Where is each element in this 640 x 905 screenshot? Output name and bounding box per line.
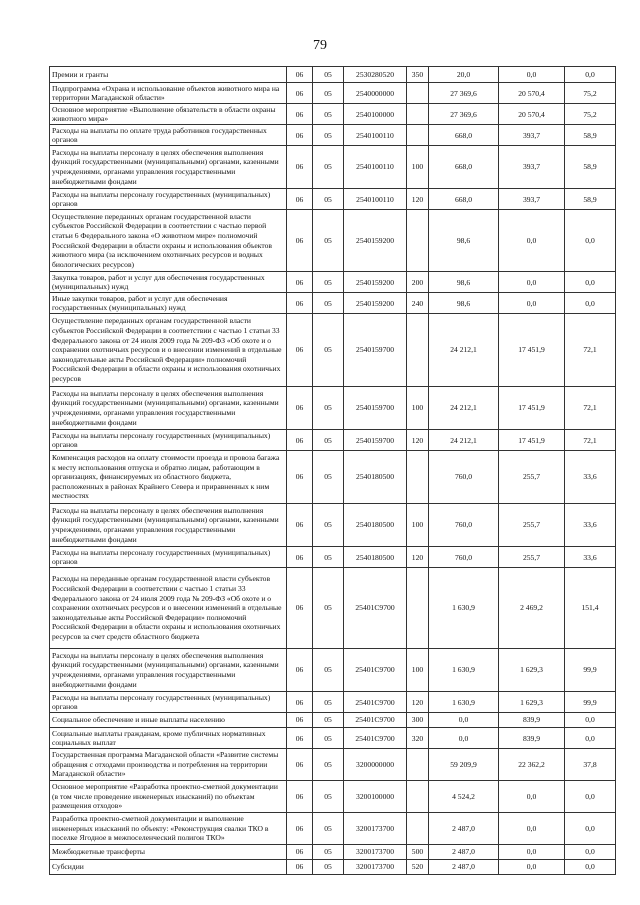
item-name: Расходы на выплаты по оплате труда работников государственных органов: [50, 125, 287, 146]
subsection-code: 05: [313, 146, 344, 189]
expense-type-code: 240: [407, 293, 429, 314]
chapter-code: 06: [287, 813, 313, 845]
table-row: [50, 813, 616, 845]
target-article-code: 3200173700: [344, 845, 407, 860]
expense-type-code: [407, 451, 429, 504]
subsection-code: 05: [313, 293, 344, 314]
page-number: 79: [313, 38, 327, 53]
executed-amount: 255,7: [499, 547, 565, 568]
chapter-code: 06: [287, 547, 313, 568]
target-article-code: 2540180500: [344, 504, 407, 547]
executed-amount: 0,0: [499, 67, 565, 83]
planned-amount: 760,0: [429, 547, 499, 568]
executed-amount: 17 451,9: [499, 387, 565, 430]
chapter-code: 06: [287, 314, 313, 387]
expense-type-code: 300: [407, 713, 429, 728]
executed-amount: 20 570,4: [499, 83, 565, 104]
planned-amount: 760,0: [429, 504, 499, 547]
subsection-code: 05: [313, 860, 344, 875]
item-name: Расходы на выплаты персоналу в целях обеспечения выполнения функций государственными (муниципальными) органами, казенными учреждениями, органами управления государственными внебюджетными фондами: [50, 504, 287, 547]
item-name: Расходы на выплаты персоналу в целях обеспечения выполнения функций государственными (муниципальными) органами, казенными учреждениями, органами управления государственными внебюджетными фондами: [50, 649, 287, 692]
execution-percent: 72,1: [565, 387, 616, 430]
table-row: [50, 451, 616, 504]
execution-percent: 99,9: [565, 649, 616, 692]
item-name: Основное мероприятие «Разработка проектно-сметной документации (в том числе проведение инженерных изысканий) по объектам размещения отходов»: [50, 781, 287, 813]
planned-amount: 668,0: [429, 125, 499, 146]
subsection-code: 05: [313, 125, 344, 146]
table-row: [50, 387, 616, 430]
planned-amount: 27 369,6: [429, 104, 499, 125]
planned-amount: 4 524,2: [429, 781, 499, 813]
table-row: [50, 125, 616, 146]
subsection-code: 05: [313, 728, 344, 749]
expense-type-code: [407, 314, 429, 387]
target-article-code: 2540159200: [344, 210, 407, 272]
table-row: [50, 781, 616, 813]
chapter-code: 06: [287, 845, 313, 860]
item-name: Расходы на выплаты персоналу в целях обеспечения выполнения функций государственными (муниципальными) органами, казенными учреждениями, органами управления государственными внебюджетными фондами: [50, 387, 287, 430]
chapter-code: 06: [287, 781, 313, 813]
planned-amount: 760,0: [429, 451, 499, 504]
execution-percent: 58,9: [565, 125, 616, 146]
table-row: [50, 104, 616, 125]
planned-amount: 98,6: [429, 210, 499, 272]
execution-percent: 0,0: [565, 813, 616, 845]
target-article-code: 25401C9700: [344, 568, 407, 649]
table-row: [50, 272, 616, 293]
item-name: Иные закупки товаров, работ и услуг для обеспечения государственных (муниципальных) нужд: [50, 293, 287, 314]
executed-amount: 1 629,3: [499, 649, 565, 692]
execution-percent: 0,0: [565, 713, 616, 728]
chapter-code: 06: [287, 189, 313, 210]
expense-type-code: [407, 813, 429, 845]
subsection-code: 05: [313, 781, 344, 813]
chapter-code: 06: [287, 860, 313, 875]
item-name: Премии и гранты: [50, 67, 287, 83]
item-name: Социальные выплаты гражданам, кроме публичных нормативных социальных выплат: [50, 728, 287, 749]
execution-percent: 0,0: [565, 845, 616, 860]
table-row: [50, 547, 616, 568]
planned-amount: 98,6: [429, 272, 499, 293]
subsection-code: 05: [313, 67, 344, 83]
planned-amount: 2 487,0: [429, 845, 499, 860]
expense-type-code: 200: [407, 272, 429, 293]
executed-amount: 0,0: [499, 813, 565, 845]
executed-amount: 17 451,9: [499, 430, 565, 451]
subsection-code: 05: [313, 430, 344, 451]
executed-amount: 393,7: [499, 189, 565, 210]
table-row: [50, 293, 616, 314]
table-row: [50, 713, 616, 728]
subsection-code: 05: [313, 547, 344, 568]
expense-type-code: 100: [407, 146, 429, 189]
target-article-code: 2540180500: [344, 451, 407, 504]
execution-percent: 0,0: [565, 67, 616, 83]
target-article-code: 2540100000: [344, 104, 407, 125]
item-name: Расходы на выплаты персоналу государственных (муниципальных) органов: [50, 189, 287, 210]
table-row: [50, 210, 616, 272]
expense-type-code: 120: [407, 547, 429, 568]
execution-percent: 0,0: [565, 781, 616, 813]
table-row: [50, 860, 616, 875]
expense-type-code: [407, 781, 429, 813]
executed-amount: 393,7: [499, 146, 565, 189]
expense-type-code: [407, 749, 429, 781]
expense-type-code: [407, 125, 429, 146]
planned-amount: 27 369,6: [429, 83, 499, 104]
item-name: Осуществление переданных органам государственной власти субъектов Российской Федерации в соответствии с частью первой статьи 6 Федерального закона «О животном мире» полномочий Российской Федерации в области охраны и использования объектов животного мира (за исключением охотничьих ресурсов и водных биологических ресурсов): [50, 210, 287, 272]
item-name: Расходы на выплаты персоналу государственных (муниципальных) органов: [50, 547, 287, 568]
target-article-code: 2540100110: [344, 125, 407, 146]
chapter-code: 06: [287, 125, 313, 146]
subsection-code: 05: [313, 451, 344, 504]
planned-amount: 98,6: [429, 293, 499, 314]
planned-amount: 0,0: [429, 713, 499, 728]
table-row: [50, 504, 616, 547]
subsection-code: 05: [313, 210, 344, 272]
executed-amount: 0,0: [499, 860, 565, 875]
execution-percent: 0,0: [565, 860, 616, 875]
budget-table: [49, 66, 616, 875]
planned-amount: 2 487,0: [429, 860, 499, 875]
executed-amount: 0,0: [499, 272, 565, 293]
expense-type-code: 350: [407, 67, 429, 83]
executed-amount: 2 469,2: [499, 568, 565, 649]
chapter-code: 06: [287, 67, 313, 83]
execution-percent: 33,6: [565, 547, 616, 568]
execution-percent: 58,9: [565, 189, 616, 210]
chapter-code: 06: [287, 293, 313, 314]
target-article-code: 3200000000: [344, 749, 407, 781]
expense-type-code: [407, 83, 429, 104]
expense-type-code: 320: [407, 728, 429, 749]
planned-amount: 24 212,1: [429, 387, 499, 430]
item-name: Закупка товаров, работ и услуг для обеспечения государственных (муниципальных) нужд: [50, 272, 287, 293]
execution-percent: 37,8: [565, 749, 616, 781]
target-article-code: 3200173700: [344, 860, 407, 875]
subsection-code: 05: [313, 272, 344, 293]
table-row: [50, 568, 616, 649]
table-row: [50, 83, 616, 104]
item-name: Расходы на выплаты персоналу государственных (муниципальных) органов: [50, 692, 287, 713]
subsection-code: 05: [313, 314, 344, 387]
chapter-code: 06: [287, 713, 313, 728]
target-article-code: 2540159200: [344, 293, 407, 314]
subsection-code: 05: [313, 504, 344, 547]
chapter-code: 06: [287, 728, 313, 749]
executed-amount: 1 629,3: [499, 692, 565, 713]
subsection-code: 05: [313, 692, 344, 713]
expense-type-code: [407, 568, 429, 649]
subsection-code: 05: [313, 649, 344, 692]
expense-type-code: 520: [407, 860, 429, 875]
planned-amount: 20,0: [429, 67, 499, 83]
expense-type-code: 100: [407, 387, 429, 430]
target-article-code: 2530280520: [344, 67, 407, 83]
table-row: [50, 314, 616, 387]
target-article-code: 25401C9700: [344, 713, 407, 728]
item-name: Субсидии: [50, 860, 287, 875]
target-article-code: 2540159700: [344, 314, 407, 387]
execution-percent: 0,0: [565, 272, 616, 293]
target-article-code: 2540000000: [344, 83, 407, 104]
chapter-code: 06: [287, 451, 313, 504]
subsection-code: 05: [313, 104, 344, 125]
execution-percent: 99,9: [565, 692, 616, 713]
target-article-code: 2540100110: [344, 146, 407, 189]
expense-type-code: [407, 210, 429, 272]
planned-amount: 24 212,1: [429, 430, 499, 451]
execution-percent: 33,6: [565, 451, 616, 504]
execution-percent: 58,9: [565, 146, 616, 189]
execution-percent: 75,2: [565, 104, 616, 125]
chapter-code: 06: [287, 146, 313, 189]
expense-type-code: 100: [407, 649, 429, 692]
executed-amount: 255,7: [499, 504, 565, 547]
chapter-code: 06: [287, 504, 313, 547]
table-row: [50, 189, 616, 210]
table-row: [50, 67, 616, 83]
expense-type-code: [407, 104, 429, 125]
executed-amount: 0,0: [499, 845, 565, 860]
expense-type-code: 120: [407, 189, 429, 210]
planned-amount: 1 630,9: [429, 568, 499, 649]
budget-table-body: [50, 67, 616, 875]
chapter-code: 06: [287, 272, 313, 293]
chapter-code: 06: [287, 210, 313, 272]
execution-percent: 75,2: [565, 83, 616, 104]
executed-amount: 0,0: [499, 781, 565, 813]
table-row: [50, 845, 616, 860]
subsection-code: 05: [313, 568, 344, 649]
expense-type-code: 120: [407, 430, 429, 451]
target-article-code: 25401C9700: [344, 692, 407, 713]
item-name: Разработка проектно-сметной документации и выполнение инженерных изысканий по объекту: «Реконструкция свалки ТКО в поселке Ягодное в межпоселенческий полигон ТКО»: [50, 813, 287, 845]
planned-amount: 59 209,9: [429, 749, 499, 781]
execution-percent: 0,0: [565, 293, 616, 314]
planned-amount: 2 487,0: [429, 813, 499, 845]
executed-amount: 393,7: [499, 125, 565, 146]
item-name: Подпрограмма «Охрана и использование объектов животного мира на территории Магаданской области»: [50, 83, 287, 104]
expense-type-code: 500: [407, 845, 429, 860]
subsection-code: 05: [313, 749, 344, 781]
executed-amount: 839,9: [499, 713, 565, 728]
executed-amount: 0,0: [499, 210, 565, 272]
planned-amount: 668,0: [429, 146, 499, 189]
chapter-code: 06: [287, 568, 313, 649]
item-name: Расходы на выплаты персоналу государственных (муниципальных) органов: [50, 430, 287, 451]
item-name: Государственная программа Магаданской области «Развитие системы обращения с отходами производства и потребления на территории Магаданской области»: [50, 749, 287, 781]
target-article-code: 3200100000: [344, 781, 407, 813]
execution-percent: 72,1: [565, 430, 616, 451]
chapter-code: 06: [287, 104, 313, 125]
executed-amount: 22 362,2: [499, 749, 565, 781]
executed-amount: 20 570,4: [499, 104, 565, 125]
table-row: [50, 649, 616, 692]
target-article-code: 2540180500: [344, 547, 407, 568]
item-name: Социальное обеспечение и иные выплаты населению: [50, 713, 287, 728]
table-row: [50, 728, 616, 749]
executed-amount: 839,9: [499, 728, 565, 749]
item-name: Межбюджетные трансферты: [50, 845, 287, 860]
table-row: [50, 146, 616, 189]
expense-type-code: 120: [407, 692, 429, 713]
item-name: Основное мероприятие «Выполнение обязательств в области охраны животного мира»: [50, 104, 287, 125]
expense-type-code: 100: [407, 504, 429, 547]
chapter-code: 06: [287, 83, 313, 104]
planned-amount: 24 212,1: [429, 314, 499, 387]
execution-percent: 72,1: [565, 314, 616, 387]
target-article-code: 2540159700: [344, 430, 407, 451]
chapter-code: 06: [287, 692, 313, 713]
item-name: Расходы на переданные органам государственной власти субъектов Российской Федерации в соответствии с частью 1 статьи 33 Федерального закона от 24 июля 2009 года № 209-ФЗ «Об охоте и о сохранении охотничьих ресурсов и о внесении изменений в отдельные законодательные акты Российской Федерации» полномочий Российской Федерации в области охраны и использования охотничьих ресурсов за счет средств областного бюджета: [50, 568, 287, 649]
target-article-code: 3200173700: [344, 813, 407, 845]
table-row: [50, 692, 616, 713]
target-article-code: 25401C9700: [344, 649, 407, 692]
executed-amount: 0,0: [499, 293, 565, 314]
execution-percent: 33,6: [565, 504, 616, 547]
planned-amount: 0,0: [429, 728, 499, 749]
planned-amount: 668,0: [429, 189, 499, 210]
item-name: Расходы на выплаты персоналу в целях обеспечения выполнения функций государственными (муниципальными) органами, казенными учреждениями, органами управления государственными внебюджетными фондами: [50, 146, 287, 189]
execution-percent: 151,4: [565, 568, 616, 649]
planned-amount: 1 630,9: [429, 649, 499, 692]
executed-amount: 17 451,9: [499, 314, 565, 387]
target-article-code: 25401C9700: [344, 728, 407, 749]
subsection-code: 05: [313, 713, 344, 728]
subsection-code: 05: [313, 83, 344, 104]
target-article-code: 2540159200: [344, 272, 407, 293]
item-name: Компенсация расходов на оплату стоимости проезда и провоза багажа к месту использования отпуска и обратно лицам, работающим в организациях, финансируемых из областного бюджета, расположенных в районах Крайнего Севера и приравненных к ним местностях: [50, 451, 287, 504]
table-row: [50, 430, 616, 451]
subsection-code: 05: [313, 387, 344, 430]
chapter-code: 06: [287, 749, 313, 781]
executed-amount: 255,7: [499, 451, 565, 504]
subsection-code: 05: [313, 189, 344, 210]
table-row: [50, 749, 616, 781]
subsection-code: 05: [313, 845, 344, 860]
chapter-code: 06: [287, 649, 313, 692]
subsection-code: 05: [313, 813, 344, 845]
target-article-code: 2540100110: [344, 189, 407, 210]
planned-amount: 1 630,9: [429, 692, 499, 713]
chapter-code: 06: [287, 430, 313, 451]
chapter-code: 06: [287, 387, 313, 430]
target-article-code: 2540159700: [344, 387, 407, 430]
item-name: Осуществление переданных органам государственной власти субъектов Российской Федерации в соответствии с частью 1 статьи 33 Федерального закона от 24 июля 2009 года № 209-ФЗ «Об охоте и о сохранении охотничьих ресурсов и о внесении изменений в отдельные законодательные акты Российской Федерации» полномочий Российской Федерации в области охраны и использования охотничьих ресурсов: [50, 314, 287, 387]
execution-percent: 0,0: [565, 210, 616, 272]
execution-percent: 0,0: [565, 728, 616, 749]
